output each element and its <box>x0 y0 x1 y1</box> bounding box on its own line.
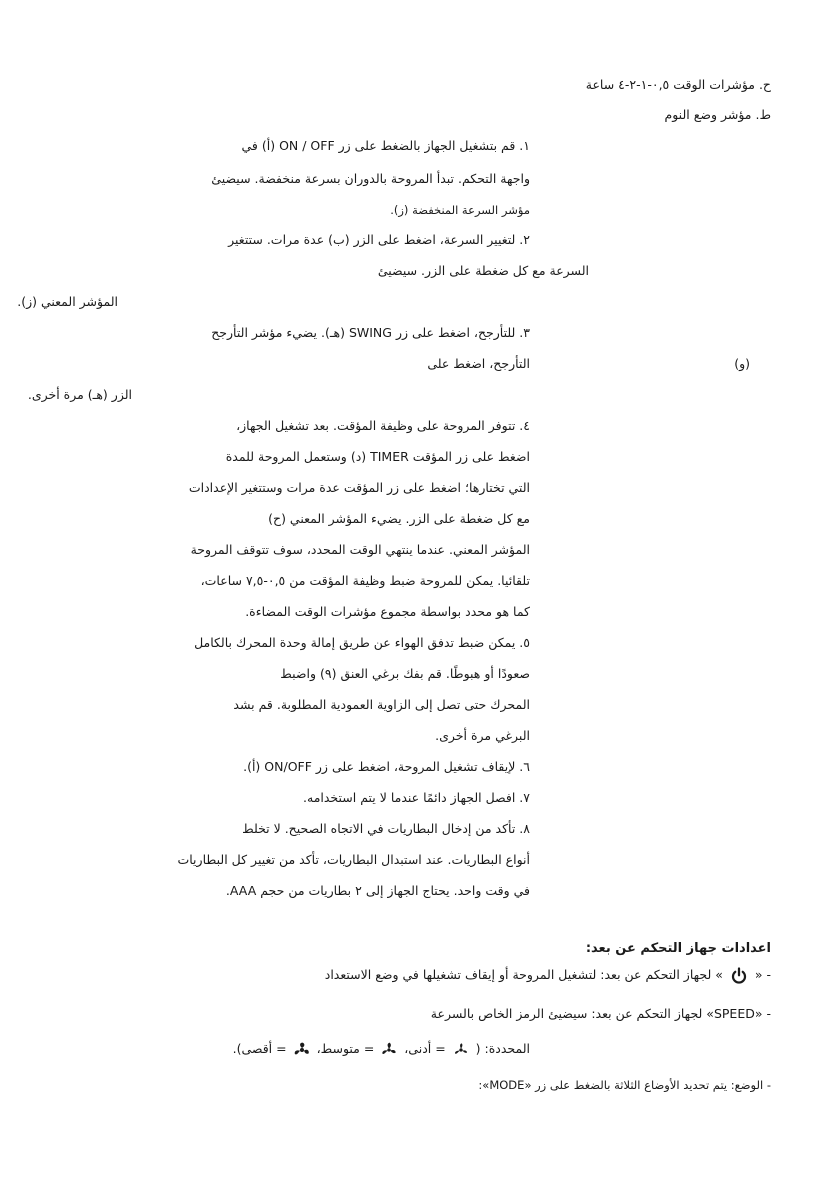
power-icon <box>730 967 748 985</box>
step-5-line-4: البرغي مرة أخرى. <box>435 728 530 743</box>
step-6: ٦. لإيقاف تشغيل المروحة، اضغط على زر ON/OFF (أ). <box>243 759 530 774</box>
step-8-line-3: في وقت واحد. يحتاج الجهاز إلى ٢ بطاريات من حجم AAA. <box>225 883 530 898</box>
step-8-line-2: أنواع البطاريات. عند استبدال البطاريات، تأكد من تغيير كل البطاريات <box>177 852 530 867</box>
step-5-line-2: صعودًا أو هبوطًا. قم بفك برغي العنق (٩) واضبط <box>280 666 530 681</box>
step-4-line-6: تلقائيا. يمكن للمروحة ضبط وظيفة المؤقت من ٠,٥-٧,٥ ساعات، <box>200 573 530 588</box>
fan-medium-icon <box>381 1042 397 1058</box>
step-1-line-3: مؤشر السرعة المنخفضة (ز). <box>390 203 530 217</box>
step-3-line-2: التأرجح، اضغط على <box>427 356 530 371</box>
speed-mid-text: = متوسط، <box>312 1041 375 1056</box>
power-description: » لجهاز التحكم عن بعد: لتشغيل المروحة أو إيقاف تشغيلها في وضع الاستعداد <box>324 967 723 982</box>
remote-settings-heading: اعدادات جهاز التحكم عن بعد: <box>585 941 771 956</box>
speed-low-text: = أدنى، <box>400 1041 446 1056</box>
remote-speed-icons-line <box>233 1040 530 1058</box>
step-5-line-1: ٥. يمكن ضبط تدفق الهواء عن طريق إمالة وحدة المحرك بالكامل <box>194 635 530 650</box>
speed-prefix: المحددة: ( <box>475 1041 530 1056</box>
step-3-line-3: الزر (هـ) مرة أخرى. <box>27 387 132 402</box>
fan-high-icon <box>294 1042 310 1058</box>
step-8-line-1: ٨. تأكد من إدخال البطاريات في الاتجاه الصحيح. لا تخلط <box>242 821 530 836</box>
step-3-swing-label: (و) <box>734 356 750 371</box>
fan-low-icon <box>453 1042 469 1058</box>
remote-power-line <box>325 966 771 985</box>
step-2-line-1: ٢. لتغيير السرعة، اضغط على الزر (ب) عدة مرات. ستتغير <box>228 232 530 247</box>
step-4-line-2: اضغط على زر المؤقت TIMER (د) وستعمل المروحة للمدة <box>225 449 530 464</box>
step-5-line-3: المحرك حتى تصل إلى الزاوية العمودية المطلوبة. قم بشد <box>233 697 530 712</box>
step-4-line-3: التي تختارها؛ اضغط على زر المؤقت عدة مرات وستتغير الإعدادات <box>188 480 530 495</box>
step-3-line-1: ٣. للتأرجح، اضغط على زر SWING (هـ). يضيء مؤشر التأرجح <box>211 325 530 340</box>
step-4-line-5: المؤشر المعني. عندما ينتهي الوقت المحدد، سوف تتوقف المروحة <box>190 542 530 557</box>
sleep-mode-item: ط. مؤشر وضع النوم <box>664 107 771 122</box>
remote-mode-line: - الوضع: يتم تحديد الأوضاع الثلاثة بالضغط على زر «MODE»: <box>478 1078 771 1092</box>
time-indicators-item: ح. مؤشرات الوقت ٠,٥-١-٢-٤ ساعة <box>585 77 771 92</box>
step-4-line-7: كما هو محدد بواسطة مجموع مؤشرات الوقت المضاءة. <box>245 604 530 619</box>
step-4-line-1: ٤. تتوفر المروحة على وظيفة المؤقت. بعد تشغيل الجهاز، <box>236 418 530 433</box>
speed-high-text: = أقصى). <box>232 1041 287 1056</box>
step-2-line-2: السرعة مع كل ضغطة على الزر. سيضيئ <box>377 263 589 278</box>
step-2-line-3: المؤشر المعني (ز). <box>17 294 118 309</box>
step-1-line-2: واجهة التحكم. تبدأ المروحة بالدوران بسرعة منخفضة. سيضيئ <box>211 171 530 186</box>
step-7: ٧. افصل الجهاز دائمًا عندما لا يتم استخدامه. <box>303 790 530 805</box>
step-4-line-4: مع كل ضغطة على الزر. يضيء المؤشر المعني (ح) <box>268 511 530 526</box>
step-1-line-1: ١. قم بتشغيل الجهاز بالضغط على زر ON / OFF (أ) في <box>241 138 530 153</box>
remote-speed-line: - «SPEED» لجهاز التحكم عن بعد: سيضيئ الرمز الخاص بالسرعة <box>430 1006 771 1021</box>
power-prefix: - « <box>750 967 771 982</box>
